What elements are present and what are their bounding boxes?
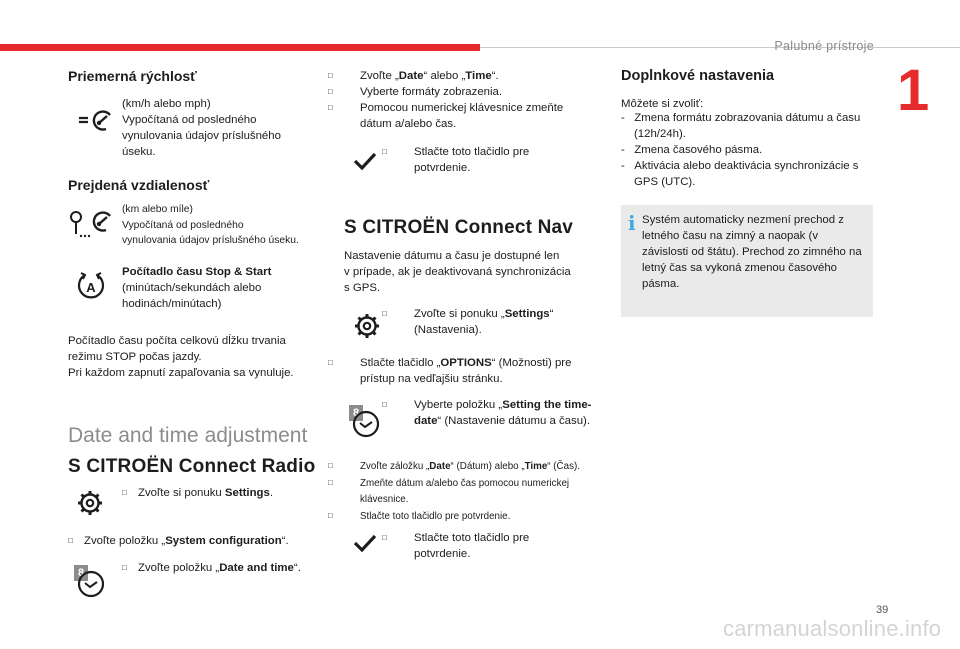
distance-travelled-icon <box>68 208 114 242</box>
distance-description: (km alebo míle) Vypočítaná od posledného vynulovania údajov príslušného úseku. <box>122 204 299 246</box>
heading-date-time-adjustment: Date and time adjustment <box>68 424 308 447</box>
info-note-text: Systém automaticky nezmení prechod z letného času na zimný a naopak (v závislosti od štátu). Prechod zo zimného na letný čas sa vykoná zmenou časového pásma. <box>642 214 862 290</box>
stop-start-timer-icon <box>76 271 106 301</box>
confirm-step-radio: □ Stlačte toto tlačidlo pre potvrdenie. <box>382 146 530 174</box>
nav-step-settings: □ Zvoľte si ponuku „Settings“ (Nastavenia). <box>382 308 554 336</box>
nav-paragraph: Nastavenie dátumu a času je dostupné len v prípade, ak je deaktivovaná synchronizácia s GPS. <box>344 250 571 294</box>
heading-connect-nav: S CITROËN Connect Nav <box>344 217 574 238</box>
chapter-number: 1 <box>897 58 930 123</box>
svg-text:A: A <box>86 280 96 295</box>
settings-gear-icon <box>77 490 103 516</box>
average-speed-description: (km/h alebo mph) Vypočítaná od posledného vynulovania údajov príslušného úseku. <box>122 98 281 158</box>
settings-gear-icon <box>354 313 380 339</box>
nav-steps-date-time: □ Zvoľte záložku „Date“ (Dátum) alebo „Time“ (Čas). □ Zmeňte dátum a/alebo čas pomocou numerickej klávesnice. □ Stlačte toto tlačidlo pre potvrdenie. <box>328 461 580 522</box>
radio-step-system-configuration: □ Zvoľte položku „System configuration“. <box>68 535 289 547</box>
page-reference-badge: 8 <box>74 565 88 581</box>
watermark: carmanualsonline.info <box>723 616 942 641</box>
confirm-checkmark-icon <box>352 151 378 171</box>
header-accent-bar <box>0 44 480 51</box>
additional-options-list: - Zmena formátu zobrazovania dátumu a času (12h/24h). - Zmena časového pásma. - Aktivácia alebo deaktivácia synchronizácie s GPS (UTC). <box>621 112 861 188</box>
clock-icon <box>75 568 107 600</box>
heading-average-speed: Priemerná rýchlosť <box>68 68 197 84</box>
date-format-steps: □ Zvoľte „Date“ alebo „Time“. □ Vyberte formáty zobrazenia. □ Pomocou numerickej klávesnice zmeňte dátum a/alebo čas. <box>328 70 564 130</box>
confirm-step-nav: □ Stlačte toto tlačidlo pre potvrdenie. <box>382 532 530 560</box>
heading-additional-settings: Doplnkové nastavenia <box>621 68 775 84</box>
radio-step-settings: □ Zvoľte si ponuku Settings. <box>122 487 274 499</box>
nav-step-options: □ Stlačte tlačidlo „OPTIONS“ (Možnosti) pre prístup na vedľajšiu stránku. <box>328 357 572 385</box>
header-section-title: Palubné prístroje <box>774 39 874 53</box>
stop-timer-paragraph: Počítadlo času počíta celkovú dĺžku trvania režimu STOP počas jazdy. Pri každom zapnutí zapaľovania sa vynuluje. <box>68 335 294 379</box>
confirm-checkmark-icon <box>352 533 378 553</box>
heading-distance: Prejdená vzdialenosť <box>68 177 210 193</box>
average-speed-icon <box>76 108 114 134</box>
page-number: 39 <box>876 604 889 616</box>
nav-step-time-date: □ Vyberte položku „Setting the time-date“ (Nastavenie dátumu a času). <box>382 399 592 427</box>
header-rule <box>480 47 960 48</box>
info-icon: i <box>628 211 636 235</box>
clock-icon <box>350 408 382 440</box>
heading-connect-radio: S CITROËN Connect Radio <box>68 456 316 477</box>
radio-step-date-and-time: □ Zvoľte položku „Date and time“. <box>122 562 301 574</box>
additional-intro: Môžete si zvoliť: <box>621 98 704 110</box>
stop-start-description: Počítadlo času Stop & Start (minútach/sekundách alebo hodinách/minútach) <box>122 266 272 310</box>
page-reference-badge: 8 <box>349 405 363 421</box>
